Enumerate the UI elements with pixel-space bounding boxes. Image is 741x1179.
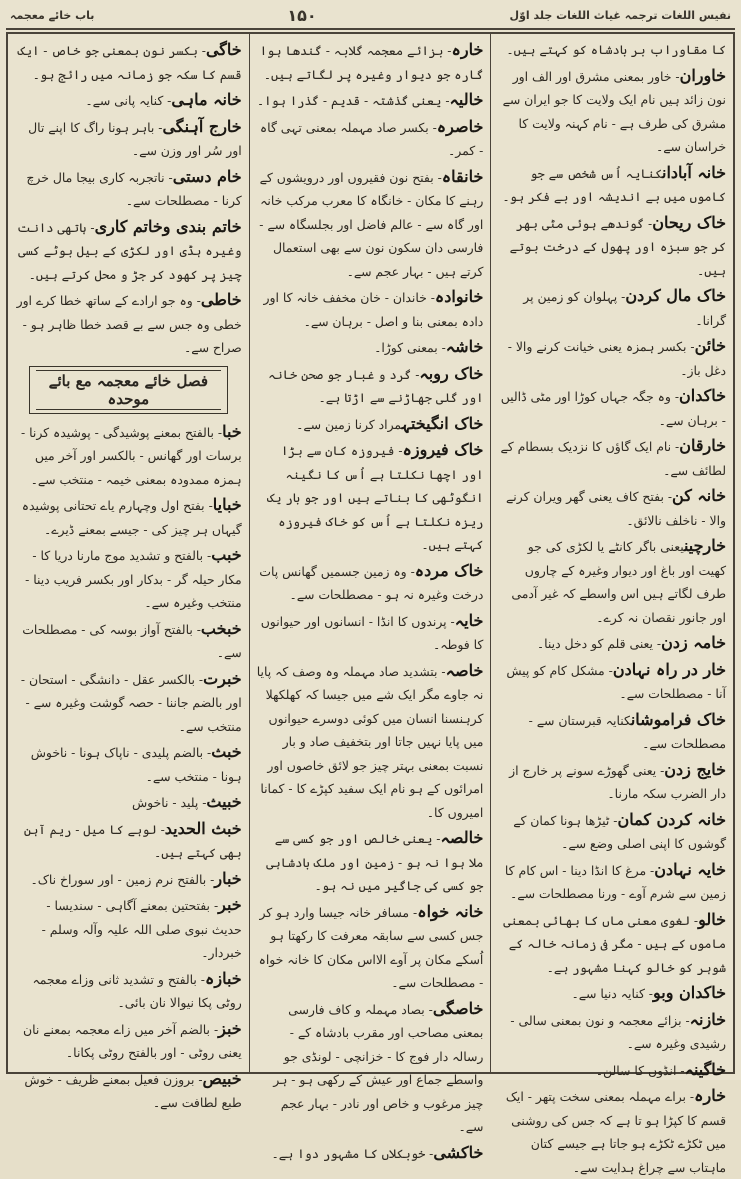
entry-definition: - لوہے کا میل - ریم آہن بھی کہتے ہیں۔ <box>23 821 242 860</box>
entry-headword: خاک مال کردن <box>625 286 726 305</box>
dictionary-entry <box>15 165 242 213</box>
entry-headword: خاک فیروزہ <box>402 440 484 459</box>
dictionary-entry <box>498 1058 726 1083</box>
dictionary-entry <box>257 659 484 825</box>
column-middle <box>250 34 492 1162</box>
entry-headword: خانہ خواہ <box>417 901 484 921</box>
dictionary-entry <box>257 285 484 333</box>
entry-definition: - وہ جگہ جہاں کوڑا اور مٹی ڈالیں - برہان سے۔ <box>500 389 726 428</box>
dictionary-entry <box>498 284 726 332</box>
dictionary-entry <box>15 1017 242 1065</box>
entry-definition: - بزائے معجمہ و نون بمعنی سالی - رشیدی وغیرہ سے۔ <box>510 1012 726 1051</box>
dictionary-entry <box>15 617 242 665</box>
entry-definition: - مشکل کام کو پیش آنا - مصطلحات سے۔ <box>506 662 726 701</box>
dictionary-entry <box>15 420 242 492</box>
entry-headword: خبخب <box>200 618 242 638</box>
page-number: ۱۵۰ <box>287 5 317 25</box>
dictionary-entry <box>257 335 484 360</box>
entry-headword: خالصہ <box>440 828 484 847</box>
entry-definition: - براے مہملہ بمعنی سخت پتھر - ایک قسم کا کپڑا ہو تا ہے کہ جس کی روشنی میں ٹکڑے ٹکڑے ہو جاتا ہے جیسے کتان ماہتاب سے چراغ ہدایت سے۔ <box>505 1089 726 1175</box>
section-heading: فصل خائے معجمہ مع بائے موحدہ <box>29 366 228 414</box>
entry-definition: - بتشدید صاد مہملہ وہ وصف کہ پایا نہ جاوے مگر ایک شے میں جیسا کہ کھلکھلا کرہنسنا انسان میں کوئی دوسرے حیوانوں میں پایا نہیں جاتا اور بتخفیف صاد و بار نسبت بمعنی بہتر چیز جو لائق خاصوں اور امرائوں کے ہو نام ایک سفید کپڑے کا - کمانا امیروں کا۔ <box>256 663 484 820</box>
entry-definition: - گرد و غبار جو صحن خانہ اور گلی جھاڑنے سے اڑتا ہے۔ <box>268 366 484 405</box>
dictionary-entry <box>15 967 242 1015</box>
entry-definition: - بمعنی کوڑا۔ <box>374 340 446 355</box>
entry-headword: خالو <box>698 909 726 929</box>
entry-headword: خاطی <box>200 290 242 309</box>
entry-headword: خایہ نہادن <box>654 859 726 879</box>
dictionary-entry <box>15 88 242 113</box>
entry-definition: - بالفتح و تشدید ثانی وزاے معجمہ روٹی پکا نیوالا نان بائی۔ <box>32 971 242 1010</box>
entry-headword: خبیث <box>206 792 242 811</box>
entry-headword: خار در راہ نہادن <box>612 659 726 679</box>
entry-definition: - لغوی معنی ماں کا بھائی بمعنی ماموں کے ہیں - مگر فی زمانہ خالہ کے شوہر کو خالو کہنا مشہور ہے۔ <box>503 912 726 975</box>
dictionary-entry <box>15 215 242 287</box>
entry-headword: خارہ <box>694 1086 726 1105</box>
entry-definition: - بکسر ہمزہ یعنی خیانت کرنے والا - دغل باز۔ <box>507 339 726 378</box>
dictionary-entry <box>498 658 726 706</box>
dictionary-entry <box>257 1141 484 1166</box>
entry-definition: - بصاد مہملہ و کاف فارسی بمعنی مصاحب اور مقرب بادشاہ کے - رسالہ دار فوج کا - خزانچی - لونڈی جو واسطے جماع اور عیش کے رکھی ہو - ہر چیز مرغوب و خاص اور نادر - بہار عجم سے۔ <box>273 1001 484 1134</box>
entry-headword: خاکدان وبو <box>653 983 726 1002</box>
dictionary-entry <box>15 740 242 788</box>
entry-headword: خایج زدن <box>664 759 726 779</box>
entry-headword: خازنہ <box>689 1009 726 1029</box>
dictionary-entry <box>498 708 726 756</box>
entry-headword: خبث <box>211 742 242 761</box>
entry-headword: خاک روبہ <box>419 363 484 383</box>
entry-headword: خبرت <box>203 668 242 688</box>
entry-definition: مراد کرنا زمین سے۔ <box>296 416 402 432</box>
entry-headword: خاشہ <box>445 337 484 356</box>
entry-headword: خبر <box>218 895 242 914</box>
page-header <box>6 2 735 30</box>
dictionary-entry <box>498 858 726 906</box>
entry-definition: - وہ زمین جسمیں گھانس پات درخت وغیرہ نہ ہو - مصطلحات سے۔ <box>259 563 484 602</box>
entry-definition: - یعنی قلم کو دخل دینا۔ <box>536 636 662 651</box>
dictionary-entry <box>15 667 242 739</box>
entry-headword: خبا <box>222 421 242 441</box>
entry-definition: - باہر ہونا راگ کا اپنے تال اور سُر اور وزن سے۔ <box>28 119 242 158</box>
entry-definition: کنایہ اُس شخص سے جو کاموں میں بے اندیشہ اور بے فکر ہو۔ <box>502 165 726 204</box>
dictionary-entry <box>498 631 726 656</box>
dictionary-entry <box>257 900 484 995</box>
dictionary-entry <box>15 790 242 815</box>
chapter-title: باب خائے معجمہ <box>10 8 95 22</box>
entry-headword: خایہ <box>454 610 484 630</box>
dictionary-entry <box>498 1008 726 1056</box>
entry-headword: خاک انگیختہ <box>401 413 484 433</box>
dictionary-entry <box>15 867 242 892</box>
entry-definition: - بکسر صاد مہملہ بمعنی تہی گاہ - کمر۔ <box>259 119 484 158</box>
entry-headword: خاکدان <box>679 386 726 405</box>
entry-definition: - یعنی گھوڑے سونے پر خارج از دار الضرب سکہ مارنا۔ <box>509 762 726 801</box>
entry-headword: خانہ کردن کمان <box>617 809 726 829</box>
dictionary-entry <box>257 997 484 1139</box>
book-title: نفیس اللغات ترجمہ غیاث اللغات جلد اوّل <box>509 8 731 22</box>
entry-definition: - پلید - ناخوش <box>132 795 207 810</box>
dictionary-entry <box>498 981 726 1006</box>
entry-definition: - وہ جو ارادے کے ساتھ خطا کرے اور خطی وہ جس سے بے قصد خطا ظاہر ہو - صراح سے۔ <box>16 293 242 355</box>
dictionary-entry <box>257 438 484 557</box>
entry-definition: - پہلوان کو زمین پر گرانا۔ <box>523 289 726 328</box>
dictionary-entry <box>498 38 726 62</box>
dictionary-entry <box>257 115 484 163</box>
dictionary-entry <box>498 434 726 482</box>
entry-definition: - بالفتح نرم زمین - اور سوراخ ناک۔ <box>30 871 215 887</box>
dictionary-entry <box>498 1084 726 1179</box>
entry-definition: - خوبکلاں کا مشہور دوا ہے۔ <box>271 1145 434 1161</box>
dictionary-entry <box>257 38 484 86</box>
entry-definition: - خاور بمعنی مشرق اور الف اور نون زائد ہیں نام ایک ولایت کا جو ایران سے مشرق کی طرف ہے - نام کہنہ ولایت کا خراسان سے۔ <box>502 68 726 154</box>
entry-headword: خاتم بندی وخاتم کاری <box>94 216 242 236</box>
dictionary-entry <box>498 758 726 806</box>
entry-definition: - بفتحتین بمعنے آگاہی - سندیسا - حدیث نبوی صلی اللہ علیہ وآلہ وسلم - خبردار۔ <box>41 898 242 960</box>
entry-definition: - بالکسر عقل - دانشگی - استحان - اور بالضم جاننا - حصہ گوشت وغیرہ سے - منتخب سے۔ <box>20 671 242 734</box>
dictionary-entry <box>257 609 484 657</box>
entry-definition: - بالضم پلیدی - ناپاک ہونا - ناخوش ہونا - منتخب سے۔ <box>30 745 242 784</box>
entry-headword: خبار <box>214 868 242 888</box>
entry-headword: خاصگی <box>432 998 484 1018</box>
entry-headword: خالیہ <box>449 90 484 109</box>
entry-headword: خاکشی <box>433 1142 484 1162</box>
entry-headword: خبب <box>211 545 242 564</box>
dictionary-entry <box>498 211 726 283</box>
dictionary-entry <box>15 543 242 615</box>
dictionary-entry <box>15 817 242 865</box>
entry-headword: خام دستی <box>172 166 242 186</box>
entry-definition: - بالفتح و تشدید موج مارنا دریا کا - مکار حیلہ گر - بدکار اور بکسر فریب دینا - منتخب وغیرہ سے۔ <box>25 548 242 610</box>
entry-definition: - نام ایک گاؤں کا نزدیک بسطام کے لطائف سے۔ <box>500 439 726 478</box>
entry-headword: خانقاہ <box>441 166 484 186</box>
dictionary-entry <box>15 1067 242 1115</box>
entry-definition: - فیروزہ کان سے بڑا اور اچھا نکلتا ہے اُس کا نگینہ انگوٹھی کا بناتے ہیں اور جو بار یک ریزہ نکلتا ہے اُس کو خاک فیروزہ کہتے ہیں۔ <box>267 443 484 552</box>
entry-definition: - بالفتح بمعنے پوشیدگی - پوشیدہ کرنا - برسات اور گھانس - بالکسر اور آخر میں ہمزہ ممدودہ بمعنی خیمہ - منتخب سے۔ <box>20 424 242 487</box>
entry-definition: - یعنی گذشتہ - قدیم - گذرا ہوا۔ <box>256 93 450 108</box>
entry-definition: - ٹیڑھا ہونا کمان کے گوشوں کا اپنی اصلی وضع سے۔ <box>513 812 726 851</box>
entry-headword: خاوران <box>679 65 726 85</box>
entry-definition: - بفتح نون فقیروں اور درویشوں کے رہنے کا مکان - خانگاہ کا معرب مرکب خانہ اور گاہ سے - عالم فاضل اور بجلسگاہ سے - فارسی دان سکون نون سے بھی استعمال کرتے ہیں - بہار عجم سے۔ <box>259 169 484 279</box>
entry-definition: - بالفتح آواز بوسہ کی - مصطلحات سے۔ <box>22 621 242 660</box>
entry-definition: - یعنی خالص اور جو کسی سے ملا ہوا نہ ہو - زمین اور ملک بادشاہی جو کسی کی جاگیر میں نہ ہو۔ <box>266 831 484 893</box>
dictionary-entry <box>498 64 726 159</box>
entry-definition: - ہاتھی دانت وغیرہ ہڈی اور لکڑی کے بیل بوٹے کسی چیز پر کھود کر جڑ و محل کرتے ہیں۔ <box>17 219 242 282</box>
dictionary-entry <box>257 826 484 898</box>
dictionary-entry <box>498 534 726 629</box>
dictionary-entry <box>498 161 726 209</box>
entry-headword: خاصہ <box>445 660 484 680</box>
entry-headword: خاگینہ <box>684 1059 726 1079</box>
entry-definition: - خاندان - خان مخفف خانہ کا اور دادہ بمعنی بنا و اصل - برہان سے۔ <box>263 290 484 329</box>
entry-definition: کنایہ قبرستان سے - مصطلحات سے۔ <box>528 712 726 751</box>
entry-headword: خاک مردہ <box>414 560 484 580</box>
entry-definition: - مسافر خانہ جیسا وارد ہو کر جس کسی سے سابقہ معرفت کا رکھتا ہو اُسکے مکان پر آوے الااس مکان کا خانہ خواہ - مصطلحات سے۔ <box>258 904 484 990</box>
dictionary-entry <box>257 559 484 607</box>
entry-headword: خارج آہنگی <box>162 116 242 136</box>
entry-headword: خائن <box>694 336 726 355</box>
dictionary-entry <box>15 493 242 541</box>
dictionary-entry <box>498 808 726 856</box>
entry-definition: - بفتح اول وچہارم یاے تحتانی پوشیدہ گیہاں ہر چیز کی - جیسے بمعنے ڈیرے۔ <box>21 498 242 537</box>
entry-definition: - مرغ کا انڈا دینا - اس کام کا زمین سے شرم آوے - ورنا مصطلحات سے۔ <box>504 862 726 901</box>
dictionary-entry <box>498 908 726 980</box>
entry-headword: خاک ریحان <box>652 212 726 232</box>
entry-definition: - بروزن فعیل بمعنے ظریف - خوش طبع لطافت سے۔ <box>24 1071 242 1110</box>
dictionary-entry <box>257 88 484 113</box>
entry-headword: خبز <box>218 1018 242 1038</box>
dictionary-entry <box>498 484 726 532</box>
entry-definition: یعنی باگر کانٹے یا لکڑی کی جو کھیت اور باغ اور دیوار وغیرہ کے چاروں طرف لگاتے ہیں اس واسطے کہ غیر آدمی اور جانور نقصان نہ کرے۔ <box>511 539 726 625</box>
entry-headword: خانوادہ <box>434 287 484 306</box>
entry-headword: خبیص <box>202 1068 242 1088</box>
entry-definition: - گوندھے ہوئی مٹی بھر کر جو سبزہ اور پھول کے درخت بوتے ہیں۔ <box>509 215 726 278</box>
dictionary-entry <box>15 38 242 86</box>
entry-headword: خارقان <box>679 436 726 455</box>
entry-headword: خارہ <box>451 40 484 59</box>
entry-definition: - بالضم آخر میں زاے معجمہ بمعنے نان یعنی روٹی - اور بالفتح روٹی پکانا۔ <box>23 1021 242 1060</box>
entry-headword: خبث الحدید <box>164 818 242 838</box>
column-right <box>491 34 733 1175</box>
entry-headword: خانہ آبادان <box>662 162 726 182</box>
entry-headword: خبایا <box>212 495 242 514</box>
entry-headword: خاک فراموشان <box>630 709 726 729</box>
dictionary-entry <box>257 412 484 437</box>
entry-headword: خاگی <box>205 40 242 59</box>
entry-definition: کا مقاوراب بر بادشاہ کو کہتے ہیں۔ <box>506 42 726 57</box>
entry-headword: خاصرہ <box>436 116 484 136</box>
entry-definition: - بزائے معجمہ گلابہ - گندھا ہوا گارہ جو دیوار وغیرہ پر لگاتے ہیں۔ <box>259 43 484 82</box>
entry-definition: - ناتجربہ کاری بیجا مال خرچ کرنا - مصطلحات سے۔ <box>26 169 242 208</box>
dictionary-entry <box>15 288 242 360</box>
dictionary-entry <box>15 893 242 965</box>
entry-definition: - کنایہ دنیا سے۔ <box>571 986 653 1001</box>
entry-headword: خارچین <box>683 536 726 555</box>
dictionary-entry <box>15 115 242 163</box>
dictionary-entry <box>498 384 726 432</box>
dictionary-entry <box>498 334 726 382</box>
column-left <box>8 34 250 1110</box>
dictionary-entry <box>257 362 484 410</box>
entry-definition: - انڈوں کا سالن۔ <box>595 1062 685 1078</box>
dictionary-entry <box>257 165 484 284</box>
entry-definition: - کنایہ پانی سے۔ <box>85 93 172 108</box>
entry-definition: - بفتح کاف یعنی گھر ویران کرنے والا - ناخلف نالائق۔ <box>506 489 726 528</box>
entry-definition: - بکسر نون بمعنی جو خاص - ایک قسم کا سکہ جو زمانہ میں رائج ہو۔ <box>17 43 242 82</box>
entry-headword: خبازہ <box>204 968 242 988</box>
entry-headword: خانہ ماہی <box>171 90 242 109</box>
entry-headword: خامہ زدن <box>661 633 726 652</box>
columns-frame <box>6 32 735 1175</box>
entry-definition: - پرندوں کا انڈا - انسانوں اور حیوانوں کا فوطہ۔ <box>260 613 484 652</box>
entry-headword: خانہ کن <box>672 486 726 505</box>
